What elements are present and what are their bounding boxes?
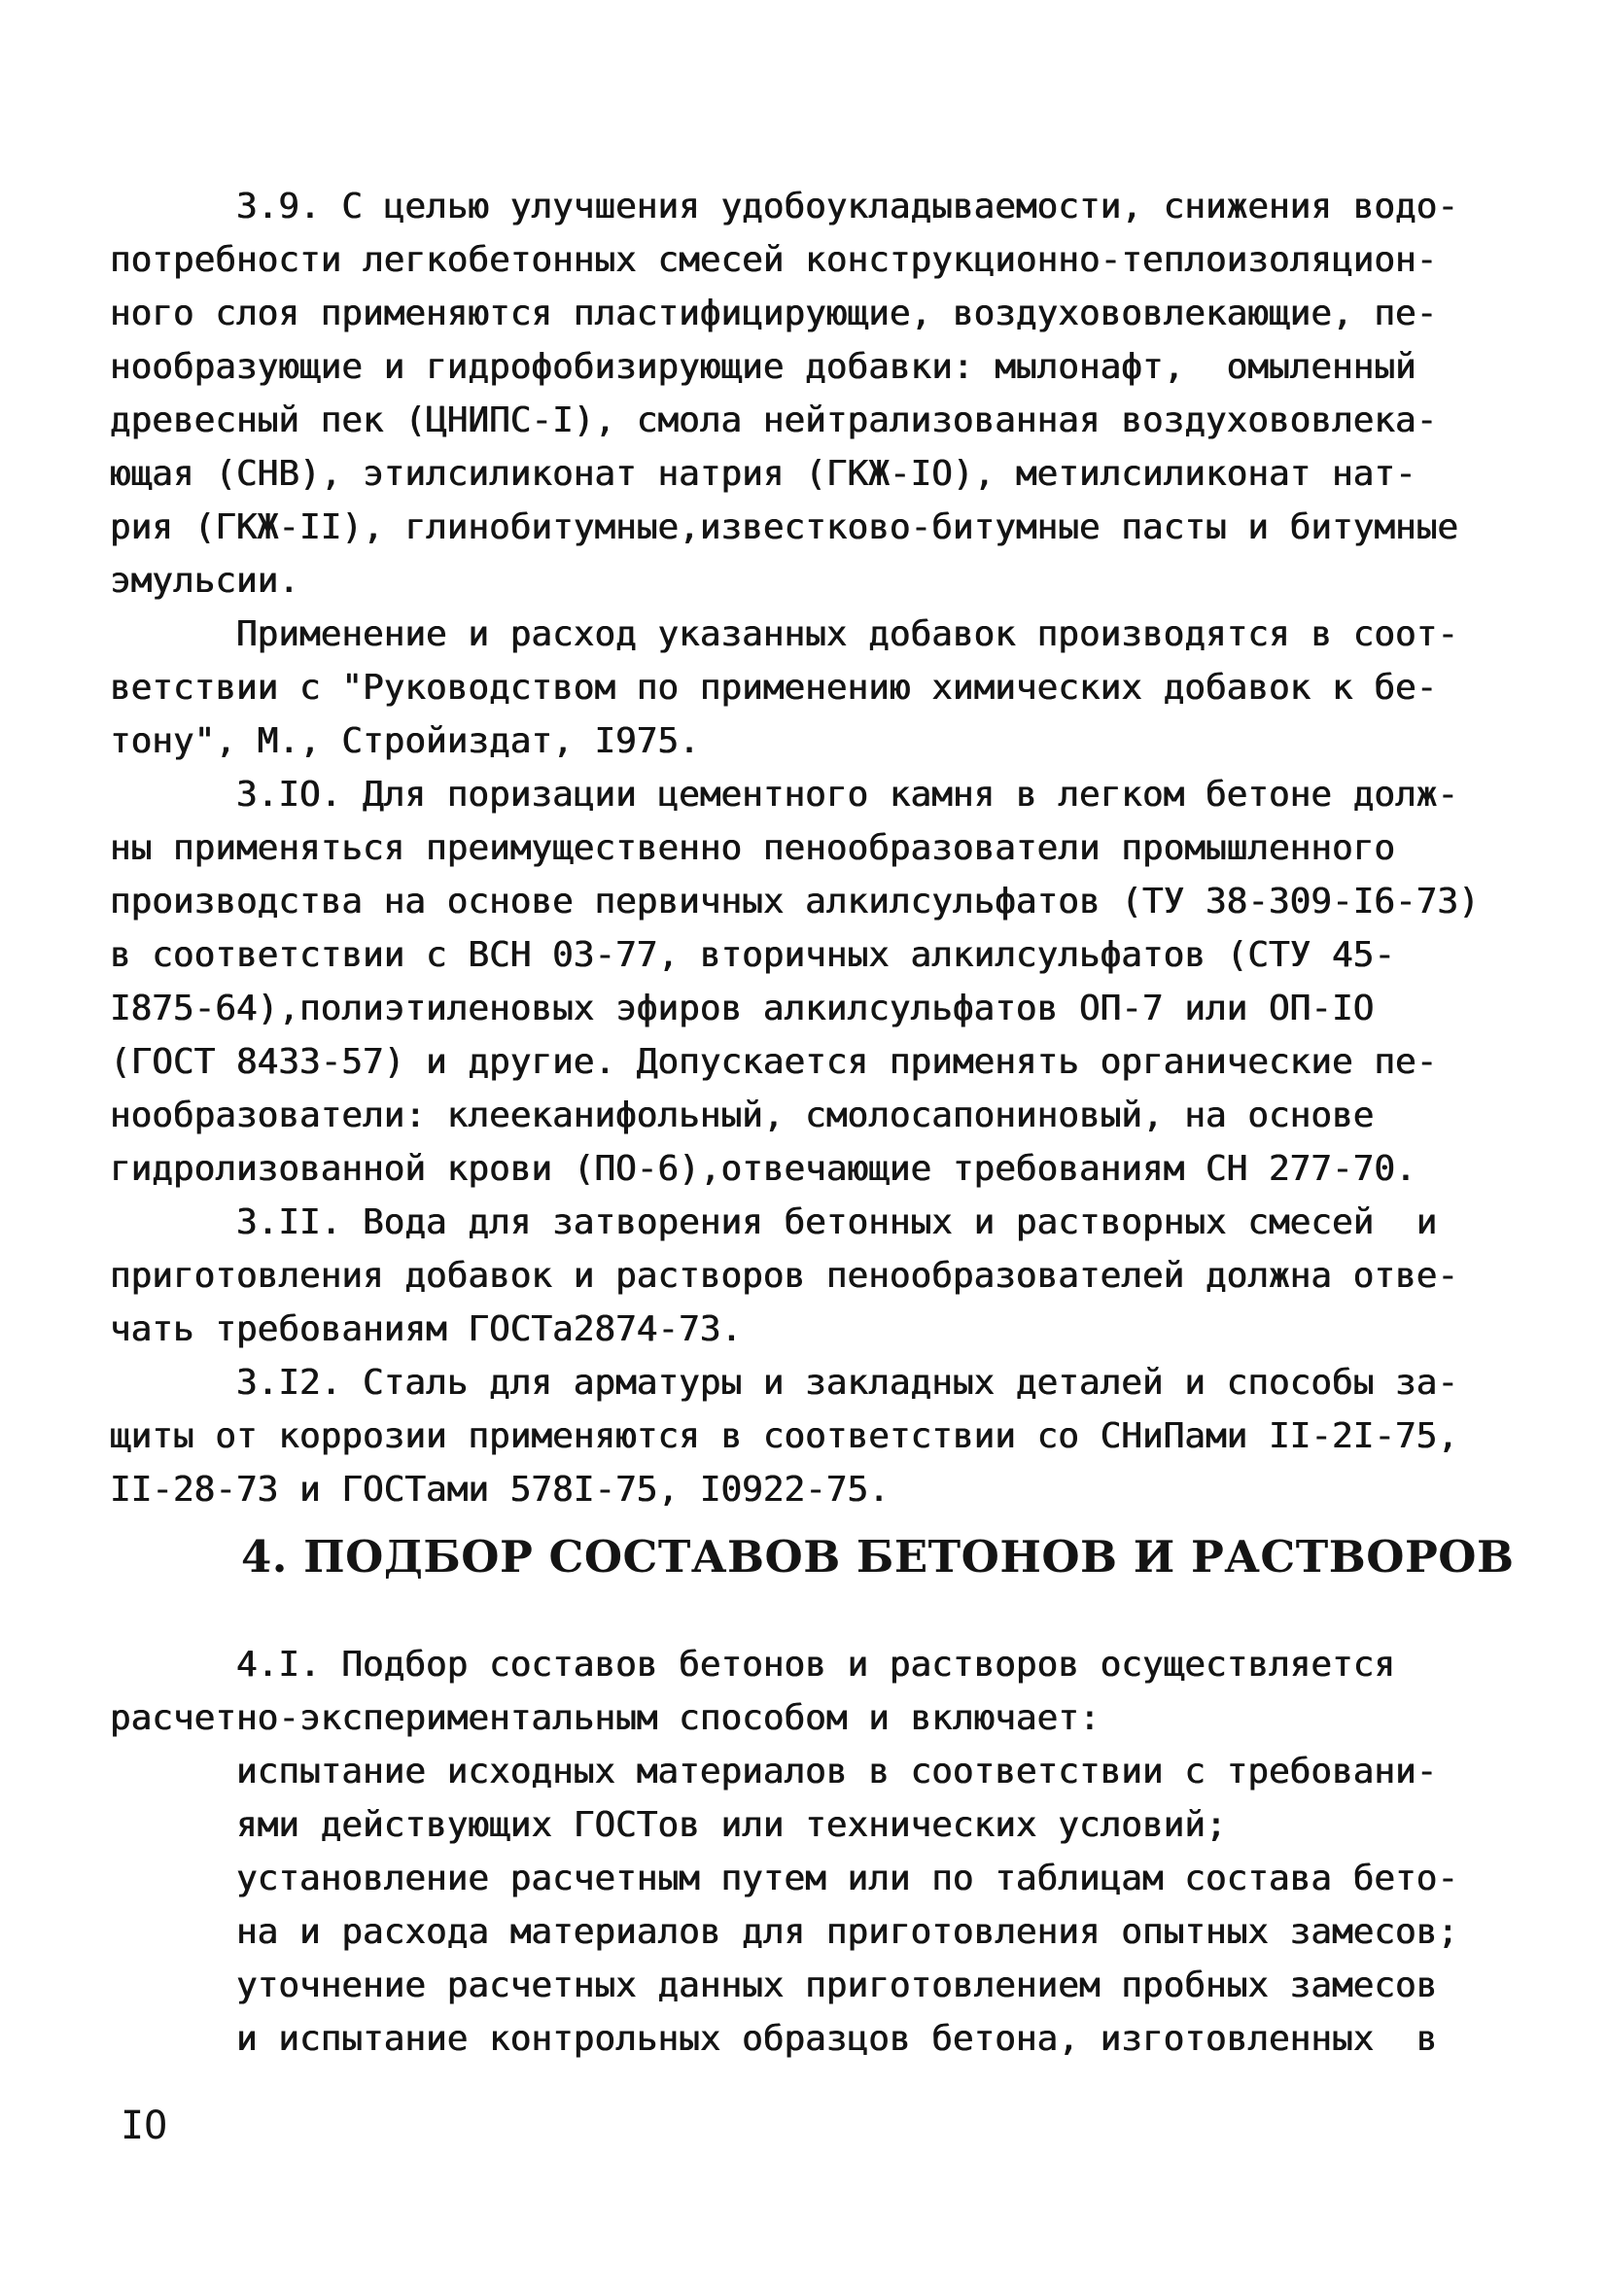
section-3-paragraph xyxy=(110,180,1480,608)
text-line: рия (ГКЖ-II), глинобитумные,известково-битумные пасты и битумные xyxy=(110,507,1459,547)
page-number: IO xyxy=(121,2104,168,2148)
text-line: II-28-73 и ГОСТами 578I-75, I0922-75. xyxy=(110,1470,890,1510)
text-line: и испытание контрольных образцов бетона, изготовленных в xyxy=(110,2019,1438,2059)
section-4-paragraph xyxy=(110,1638,1458,2066)
text-line: 3.IO. Для поризации цементного камня в легком бетоне долж- xyxy=(110,775,1459,815)
section-3-paragraph xyxy=(110,1196,1480,1356)
text-line: приготовления добавок и растворов пенообразователей должна отве- xyxy=(110,1256,1459,1296)
section-3-paragraph xyxy=(110,608,1480,768)
text-line: в соответствии с ВСН 03-77, вторичных алкилсульфатов (СТУ 45- xyxy=(110,935,1396,975)
section-3-paragraph xyxy=(110,768,1480,1196)
text-line: 4.I. Подбор составов бетонов и растворов осуществляется xyxy=(110,1645,1396,1685)
text-line: уточнение расчетных данных приготовлением пробных замесов xyxy=(110,1966,1438,2005)
text-line: расчетно-экспериментальным способом и включает: xyxy=(110,1698,1101,1738)
text-line: Применение и расход указанных добавок производятся в соот- xyxy=(110,614,1459,654)
section-4-heading: 4. ПОДБОР СОСТАВОВ БЕТОНОВ И РАСТВОРОВ xyxy=(241,1531,1515,1583)
text-line: ветствии с "Руководством по применению химических добавок к бе- xyxy=(110,668,1438,708)
text-line: нообразователи: клееканифольный, смолосапониновый, на основе xyxy=(110,1096,1375,1135)
text-line: (ГОСТ 8433-57) и другие. Допускается применять органические пе- xyxy=(110,1042,1438,1082)
text-line: производства на основе первичных алкилсульфатов (ТУ 38-309-I6-73) xyxy=(110,882,1480,922)
text-line: чать требованиям ГОСТа2874-73. xyxy=(110,1309,743,1349)
text-line: эмульсии. xyxy=(110,561,300,601)
text-line: 3.II. Вода для затворения бетонных и растворных смесей и xyxy=(110,1202,1438,1242)
section-4-text xyxy=(110,1638,1458,2066)
section-3-text xyxy=(110,180,1480,1516)
text-line: 3.9. С целью улучшения удобоукладываемости, снижения водо- xyxy=(110,187,1459,226)
text-line: ного слоя применяются пластифицирующие, воздухововлекающие, пе- xyxy=(110,294,1438,333)
text-line: потребности легкобетонных смесей конструкционно-теплоизоляцион- xyxy=(110,240,1438,280)
text-line: I875-64),полиэтиленовых эфиров алкилсульфатов ОП-7 или ОП-IO xyxy=(110,989,1375,1028)
text-line: нообразующие и гидрофобизирующие добавки: мылонафт, омыленный xyxy=(110,347,1416,387)
text-line: ющая (СНВ), этилсиликонат натрия (ГКЖ-IO), метилсиликонат нат- xyxy=(110,454,1416,494)
text-line: гидролизованной крови (ПО-6),отвечающие требованиям СН 277-70. xyxy=(110,1149,1416,1189)
text-line: ями действующих ГОСТов или технических условий; xyxy=(110,1805,1227,1845)
section-3-paragraph xyxy=(110,1356,1480,1516)
text-line: установление расчетным путем или по таблицам состава бето- xyxy=(110,1859,1459,1898)
text-line: 3.I2. Сталь для арматуры и закладных деталей и способы за- xyxy=(110,1363,1459,1403)
text-line: древесный пек (ЦНИПС-I), смола нейтрализованная воздухововлека- xyxy=(110,400,1438,440)
text-line: тону", М., Стройиздат, I975. xyxy=(110,721,700,761)
text-line: щиты от коррозии применяются в соответствии со СНиПами II-2I-75, xyxy=(110,1416,1459,1456)
text-line: ны применяться преимущественно пенообразователи промышленного xyxy=(110,828,1396,868)
text-line: на и расхода материалов для приготовления опытных замесов; xyxy=(110,1912,1459,1952)
text-line: испытание исходных материалов в соответствии с требовани- xyxy=(110,1752,1438,1792)
